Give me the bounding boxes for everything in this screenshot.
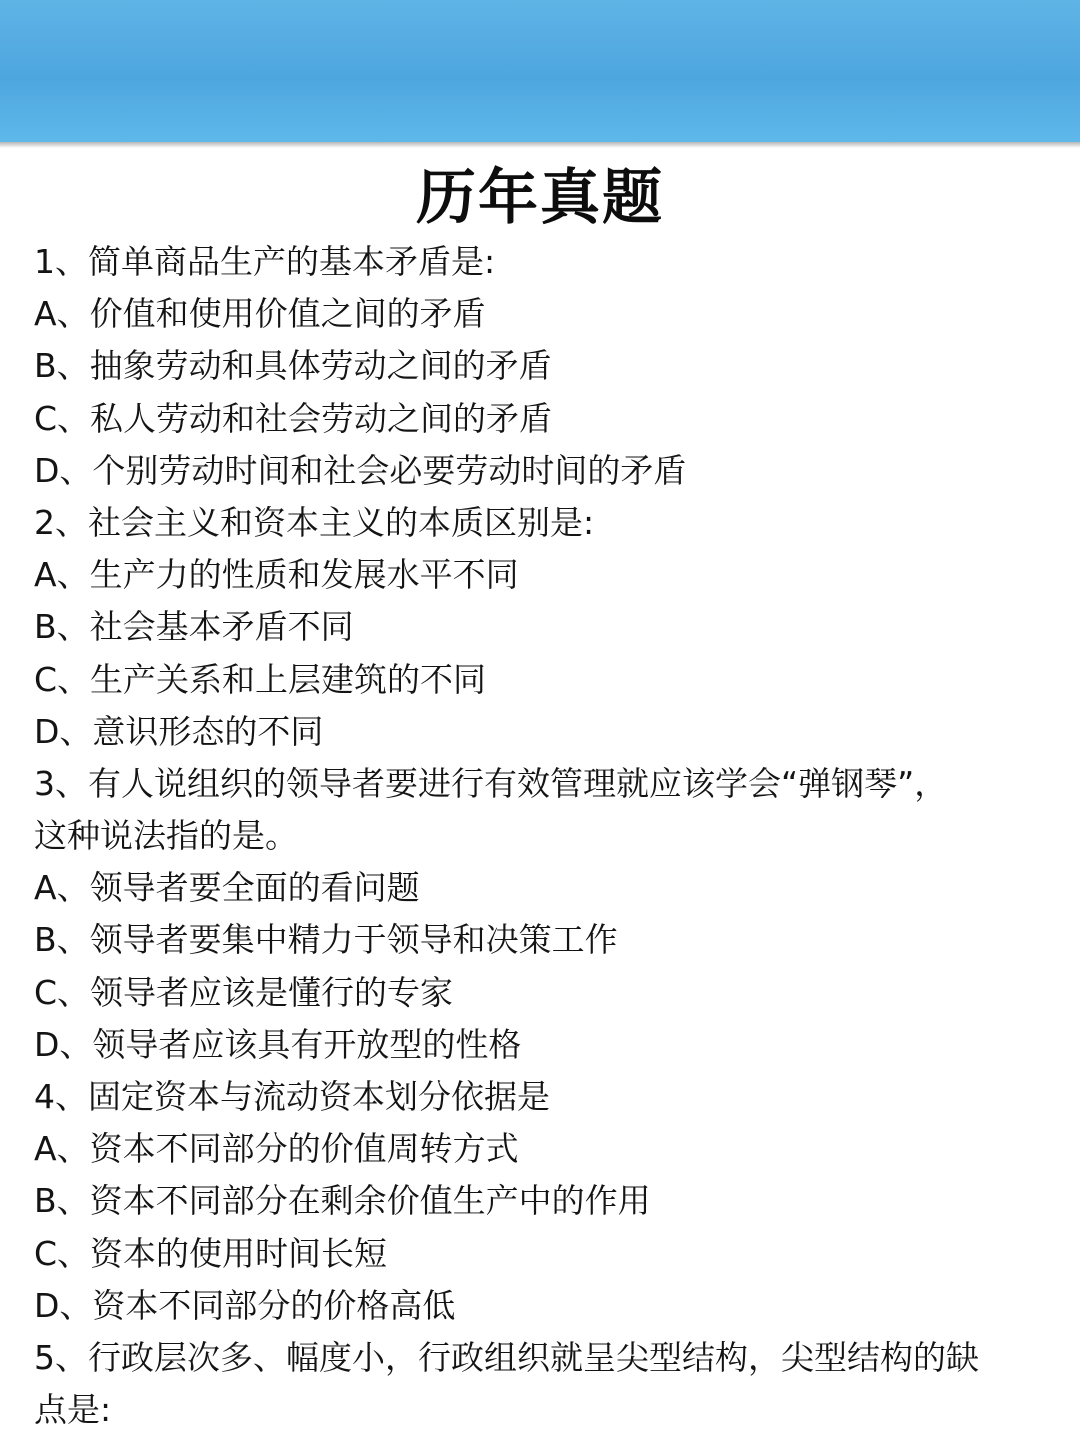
question-1-option-b: B、抽象劳动和具体劳动之间的矛盾 [34,346,552,386]
question-3-option-b: B、领导者要集中精力于领导和决策工作 [34,920,618,960]
question-1-option-a: A、价值和使用价值之间的矛盾 [34,294,486,334]
question-1-stem: 1、简单商品生产的基本矛盾是: [34,242,496,281]
question-4-stem: 4、固定资本与流动资本划分依据是 [34,1077,550,1116]
question-4-option-c: C、资本的使用时间长短 [34,1233,388,1273]
question-4-option-a: A、资本不同部分的价值周转方式 [34,1129,519,1169]
question-2-option-b: B、社会基本矛盾不同 [34,607,354,647]
question-3-stem: 3、有人说组织的领导者要进行有效管理就应该学会“弹钢琴”， [34,763,948,803]
question-3-option-d: D、领导者应该具有开放型的性格 [34,1024,522,1064]
header-banner [0,0,1080,142]
question-3-option-c: C、领导者应该是懂行的专家 [34,972,454,1012]
question-3-option-a: A、领导者要全面的看问题 [34,868,420,908]
question-5-stem-cont: 点是: [34,1390,112,1430]
page-title: 历年真题 [416,163,664,233]
banner-shadow [0,142,1080,148]
question-5-stem: 5、行政层次多、幅度小，行政组织就呈尖型结构，尖型结构的缺 [34,1337,979,1377]
question-1-option-c: C、私人劳动和社会劳动之间的矛盾 [34,398,553,438]
question-2-stem: 2、社会主义和资本主义的本质区别是: [34,502,595,542]
question-1-option-d: D、个别劳动时间和社会必要劳动时间的矛盾 [34,450,687,490]
question-2-option-a: A、生产力的性质和发展水平不同 [34,555,519,595]
question-2-option-d: D、意识形态的不同 [34,711,324,751]
question-list [34,236,1044,1436]
question-4-option-d: D、资本不同部分的价格高低 [34,1285,456,1325]
question-4-option-b: B、资本不同部分在剩余价值生产中的作用 [34,1181,651,1221]
question-2-option-c: C、生产关系和上层建筑的不同 [34,659,487,699]
question-3-stem-cont: 这种说法指的是。 [34,816,298,856]
